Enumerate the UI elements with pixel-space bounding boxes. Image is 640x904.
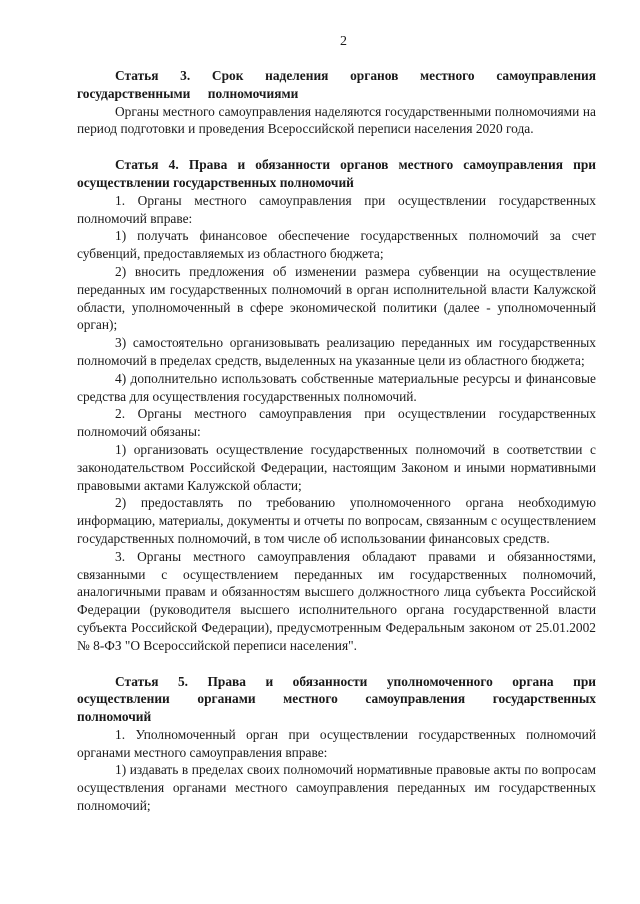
- paragraph: 1. Органы местного самоуправления при осуществлении государственных полномочий вправе:: [77, 192, 596, 226]
- article-5: [77, 673, 596, 815]
- article-3: [77, 67, 596, 138]
- paragraph: 2) вносить предложения об изменении размера субвенции на осуществление переданных им государственных полномочий в орган исполнительной власти Калужской области, уполномоченный в сфере экономической политики (далее - уполномоченный орган);: [77, 263, 596, 333]
- article-4: [77, 156, 596, 654]
- paragraph: 2) предоставлять по требованию уполномоченного органа необходимую информацию, материалы, документы и отчеты по вопросам, связанным с осуществлением государственных полномочий, в том числе об использовании финансовых средств.: [77, 495, 596, 546]
- paragraph: Органы местного самоуправления наделяются государственными полномочиями на период подготовки и проведения Всероссийской переписи населения 2020 года.: [77, 103, 596, 137]
- page-number: 2: [340, 34, 347, 49]
- paragraph: 1) получать финансовое обеспечение государственных полномочий за счет субвенций, предоставляемых из областного бюджета;: [77, 228, 596, 262]
- paragraph: 4) дополнительно использовать собственные материальные ресурсы и финансовые средства для осуществления государственных полномочий.: [77, 370, 596, 404]
- article-heading: Статья 4. Права и обязанности органов местного самоуправления при осуществлении государственных полномочий: [77, 157, 596, 190]
- article-heading: Статья 5. Права и обязанности уполномоченного органа при осуществлении органами местного самоуправления государственных полномочий: [77, 673, 596, 725]
- paragraph: 3) самостоятельно организовывать реализацию переданных им государственных полномочий в пределах средств, выделенных на указанные цели из областного бюджета;: [77, 335, 596, 368]
- paragraph: 2. Органы местного самоуправления при осуществлении государственных полномочий обязаны:: [77, 406, 596, 440]
- paragraph: 1) издавать в пределах своих полномочий нормативные правовые акты по вопросам осуществления органами местного самоуправления переданных им государственных полномочий;: [77, 762, 596, 814]
- article-heading: Статья 3. Срок наделения органов местного самоуправления государственными полномочиями: [77, 68, 596, 101]
- paragraph: 3. Органы местного самоуправления обладают правами и обязанностями, связанными с осуществлением переданных им государственных полномочий, аналогичными правам и обязанностям высшего должностного лица субъекта Российской Федерации (руководителя высшего исполнительного органа государственной власти субъекта Российской Федерации), предусмотренным Федеральным законом от 25.01.2002 № 8-ФЗ "О Всероссийской переписи населения".: [77, 548, 596, 653]
- paragraph: 1) организовать осуществление государственных полномочий в соответствии с законодательством Российской Федерации, настоящим Законом и иными нормативными правовыми актами Калужской области;: [77, 441, 596, 493]
- paragraph: 1. Уполномоченный орган при осуществлении государственных полномочий органами местного самоуправления вправе:: [77, 726, 596, 760]
